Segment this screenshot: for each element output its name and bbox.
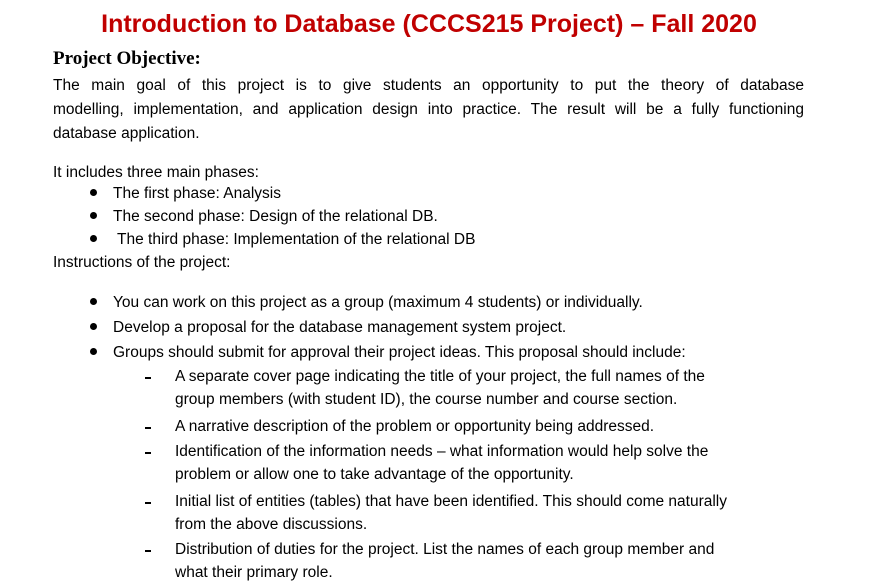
proposal-item-line: Initial list of entities (tables) that have been identified. This should come naturally bbox=[175, 493, 727, 510]
objective-line-2: modelling, implementation, and application design into practice. The result will be a fully functioning bbox=[53, 101, 804, 118]
phase-item-text: The second phase: Design of the relational DB. bbox=[113, 208, 438, 225]
proposal-item-line: what their primary role. bbox=[175, 564, 333, 581]
dash-icon bbox=[145, 502, 151, 504]
objective-line-3: database application. bbox=[53, 125, 200, 142]
dash-icon bbox=[145, 452, 151, 454]
document-title: Introduction to Database (CCCS215 Project) – Fall 2020 bbox=[101, 10, 757, 38]
proposal-item-line: problem or allow one to take advantage of the opportunity. bbox=[175, 466, 574, 483]
dash-icon bbox=[145, 427, 151, 429]
bullet-icon bbox=[90, 298, 97, 305]
proposal-item-line: A separate cover page indicating the title of your project, the full names of the bbox=[175, 368, 705, 385]
proposal-item-line: Distribution of duties for the project. List the names of each group member and bbox=[175, 541, 715, 558]
proposal-item-line: Identification of the information needs – what information would help solve the bbox=[175, 443, 709, 460]
proposal-item-line: from the above discussions. bbox=[175, 516, 368, 533]
objective-line-1: The main goal of this project is to give students an opportunity to put the theory of database bbox=[53, 77, 804, 94]
bullet-icon bbox=[90, 323, 97, 330]
proposal-item-line: group members (with student ID), the course number and course section. bbox=[175, 391, 678, 408]
dash-icon bbox=[145, 550, 151, 552]
proposal-item-line: A narrative description of the problem or opportunity being addressed. bbox=[175, 418, 655, 435]
instruction-item-text: Develop a proposal for the database management system project. bbox=[113, 319, 567, 336]
phases-intro: It includes three main phases: bbox=[53, 164, 259, 181]
bullet-icon bbox=[90, 212, 97, 219]
instruction-item-text: Groups should submit for approval their project ideas. This proposal should include: bbox=[113, 344, 686, 361]
bullet-icon bbox=[90, 235, 97, 242]
instructions-heading: Instructions of the project: bbox=[53, 254, 231, 271]
instruction-item-text: You can work on this project as a group (maximum 4 students) or individually. bbox=[113, 294, 643, 311]
dash-icon bbox=[145, 377, 151, 379]
bullet-icon bbox=[90, 348, 97, 355]
objective-heading: Project Objective: bbox=[53, 48, 201, 69]
phase-item-text: The first phase: Analysis bbox=[113, 185, 281, 202]
phase-item-text: The third phase: Implementation of the relational DB bbox=[117, 231, 476, 248]
bullet-icon bbox=[90, 189, 97, 196]
